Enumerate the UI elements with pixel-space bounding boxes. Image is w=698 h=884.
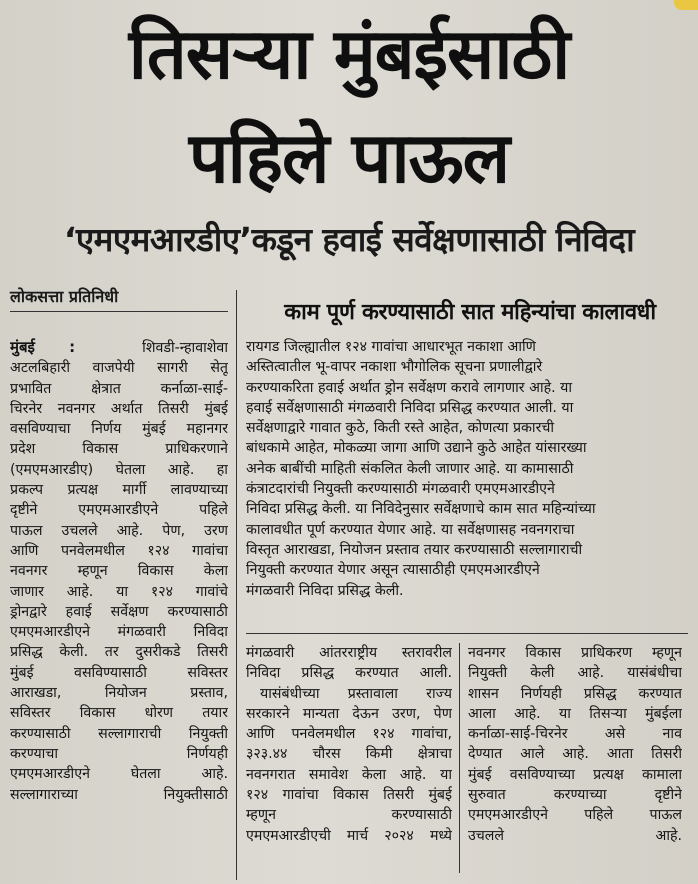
column-2-line: रायगड जिल्ह्यातील १२४ गावांचा आधारभूत नकाशा आणि (246, 339, 536, 355)
byline: लोकसत्ता प्रतिनिधी (10, 287, 119, 306)
column-1-line: चिरनेर नवनगर अर्थात तिसरी मुंबई (10, 400, 228, 417)
headline-line-1: तिसऱ्या मुंबईसाठी (128, 13, 570, 95)
subheadline: ‘एमएमआरडीए’कडून हवाई सर्वेक्षणासाठी निविदा (63, 220, 635, 259)
column-1-line: प्रकल्प प्रत्यक्ष मार्गी लावण्याच्या (10, 482, 228, 499)
column-4-line: देण्यात आले आहे. आता तिसरी (468, 746, 682, 763)
column-1-line: प्रभावित क्षेत्रात कर्नाळा-साई- (10, 380, 228, 397)
byline-rule (10, 311, 228, 312)
column-3 (246, 643, 452, 846)
column-2-line: हवाई सर्वेक्षणासाठी मंगळवारी निविदा प्रसिद्ध करण्यात आली. या (246, 399, 574, 416)
column-1-line: करण्याचा निर्णयही (10, 745, 228, 762)
column-2-line: अनेक बाबींची माहिती संकलित केली जाणार आहे. या कामासाठी (246, 460, 574, 477)
column-3-line: नवनगरात समावेश केला आहे. या (246, 766, 452, 783)
column-3-line: १२४ गावांचा विकास तिसरी मुंबई (246, 787, 452, 804)
column-1 (10, 337, 228, 805)
column-divider-vertical (236, 290, 237, 880)
column-2-line: बांधकामे आहेत, मोकळ्या जागा आणि उद्याने कुठे आहेत यांसारख्या (246, 440, 587, 457)
column-1-line: सविस्तर विकास धोरण तयार (10, 705, 228, 722)
column-1-line: दृष्टीने एमएमआरडीएने पहिले (10, 502, 228, 519)
headline-line-2: पहिले पाऊल (188, 117, 510, 199)
column-2-line: कंत्राटदारांची नियुक्ती करण्यासाठी मंगळवारी एमएमआरडीएने (246, 481, 555, 498)
column-3-line: आणि पनवेलमधील १२४ गावांचा, (246, 726, 452, 743)
column-2 (246, 337, 686, 601)
column-4 (468, 643, 682, 846)
column-2-line: निविदा प्रसिद्ध केली. या निविदेनुसार सर्वेक्षणाचे काम सात महिन्यांच्या (246, 501, 596, 518)
column-1-line: अटलबिहारी वाजपेयी सागरी सेतू (10, 360, 228, 377)
column-1-line: शिवडी-न्हावाशेवा (142, 340, 228, 356)
column-4-line: एमएमआरडीएने पहिले पाऊल (468, 807, 682, 824)
column-2-line: मंगळवारी निविदा प्रसिद्ध केली. (246, 582, 404, 599)
column-1-line: पाऊल उचलले आहे. पेण, उरण (10, 522, 228, 539)
column-3-line: ३२३.४४ चौरस किमी क्षेत्राचा (246, 746, 452, 763)
column-3-line: एमएमआरडीएची मार्च २०२४ मध्ये (246, 827, 452, 844)
column-3-line: म्हणून करण्यासाठी (246, 807, 452, 824)
corner-decoration (674, 0, 698, 10)
column-1-line: (एमएमआरडीए) घेतला आहे. हा (10, 461, 228, 478)
column-2-line: विस्तृत आराखडा, नियोजन प्रस्ताव तयार करण्यासाठी सल्लागाराची (246, 541, 583, 558)
column-1-line: जाणार आहे. या १२४ गावांचे (10, 583, 228, 600)
column-2-line: सर्वेक्षणाद्वारे गावात कुठे, किती रस्ते आहेत, कोणत्या प्रकारची (246, 420, 555, 437)
column-1-line: एमएमआरडीएने मंगळवारी निविदा (10, 624, 228, 641)
column-1-line: ड्रोनद्वारे हवाई सर्वेक्षण करण्यासाठी (10, 603, 228, 620)
column-4-line: आला आहे. या तिसऱ्या मुंबईला (468, 705, 682, 722)
column-4-line: कर्नाळा-साई-चिरनेर असे नाव (468, 726, 682, 743)
column-2-line: करण्याकरिता हवाई अर्थात ड्रोन सर्वेक्षण करावे लागणार आहे. या (246, 379, 573, 396)
column-divider-vertical-2 (459, 643, 460, 873)
column-1-line: प्रसिद्ध केली. तर दुसरीकडे तिसरी (10, 644, 228, 661)
column-4-line: सुरुवात करण्याच्या दृष्टीने (468, 787, 682, 804)
column-1-line: एमएमआरडीएने घेतला आहे. (10, 766, 228, 783)
column-1-line: नवनगर म्हणून विकास केला (10, 563, 228, 580)
column-1-line: वसविण्याचा निर्णय मुंबई महानगर (10, 421, 228, 438)
dateline: मुंबई : (10, 338, 76, 356)
column-3-line: मंगळवारी आंतरराष्ट्रीय स्तरावरील (246, 645, 452, 661)
column-4-line: नवनगर विकास प्राधिकरण म्हणून (468, 645, 682, 661)
column-4-line: उचलले आहे. (468, 827, 682, 844)
column-2-line: अस्तित्वातील भू-वापर नकाशा भौगोलिक सूचना प्रणालीद्वारे (246, 359, 543, 376)
column-1-line: मुंबई वसविण्यासाठी सविस्तर (10, 664, 228, 681)
column-1-line: प्रदेश विकास प्राधिकरणाने (10, 441, 228, 458)
column-2-line: नियुक्ती करण्यात येणार असून त्यासाठीही एमएमआरडीएने (246, 562, 540, 579)
column-4-line: नियुक्ती केली आहे. यासंबंधीचा (468, 665, 682, 682)
column-4-line: शासन निर्णयही प्रसिद्ध करण्यात (468, 685, 682, 702)
column-3-line: यासंबंधीच्या प्रस्तावाला राज्य (260, 685, 452, 702)
deck-headline: काम पूर्ण करण्यासाठी सात महिन्यांचा कालावधी (284, 300, 656, 325)
column-2-line: कालावधीत पूर्ण करण्यात येणार आहे. या सर्वेक्षणासह नवनगराचा (246, 521, 575, 538)
column-4-line: मुंबई वसविण्याच्या प्रत्यक्ष कामाला (468, 766, 682, 783)
column-1-line: सल्लागाराच्या नियुक्तीसाठी (10, 786, 228, 803)
column-1-line: करण्यासाठी सल्लागाराची नियुक्ती (10, 725, 228, 742)
column-3-line: निविदा प्रसिद्ध करण्यात आली. (246, 665, 452, 682)
column-1-line: आराखडा, नियोजन प्रस्ताव, (10, 685, 228, 702)
column-1-line: आणि पनवेलमधील १२४ गावांचा (10, 542, 228, 559)
column-3-line: सरकारने मान्यता देऊन उरण, पेण (246, 705, 452, 722)
section-divider-horizontal (246, 633, 688, 634)
